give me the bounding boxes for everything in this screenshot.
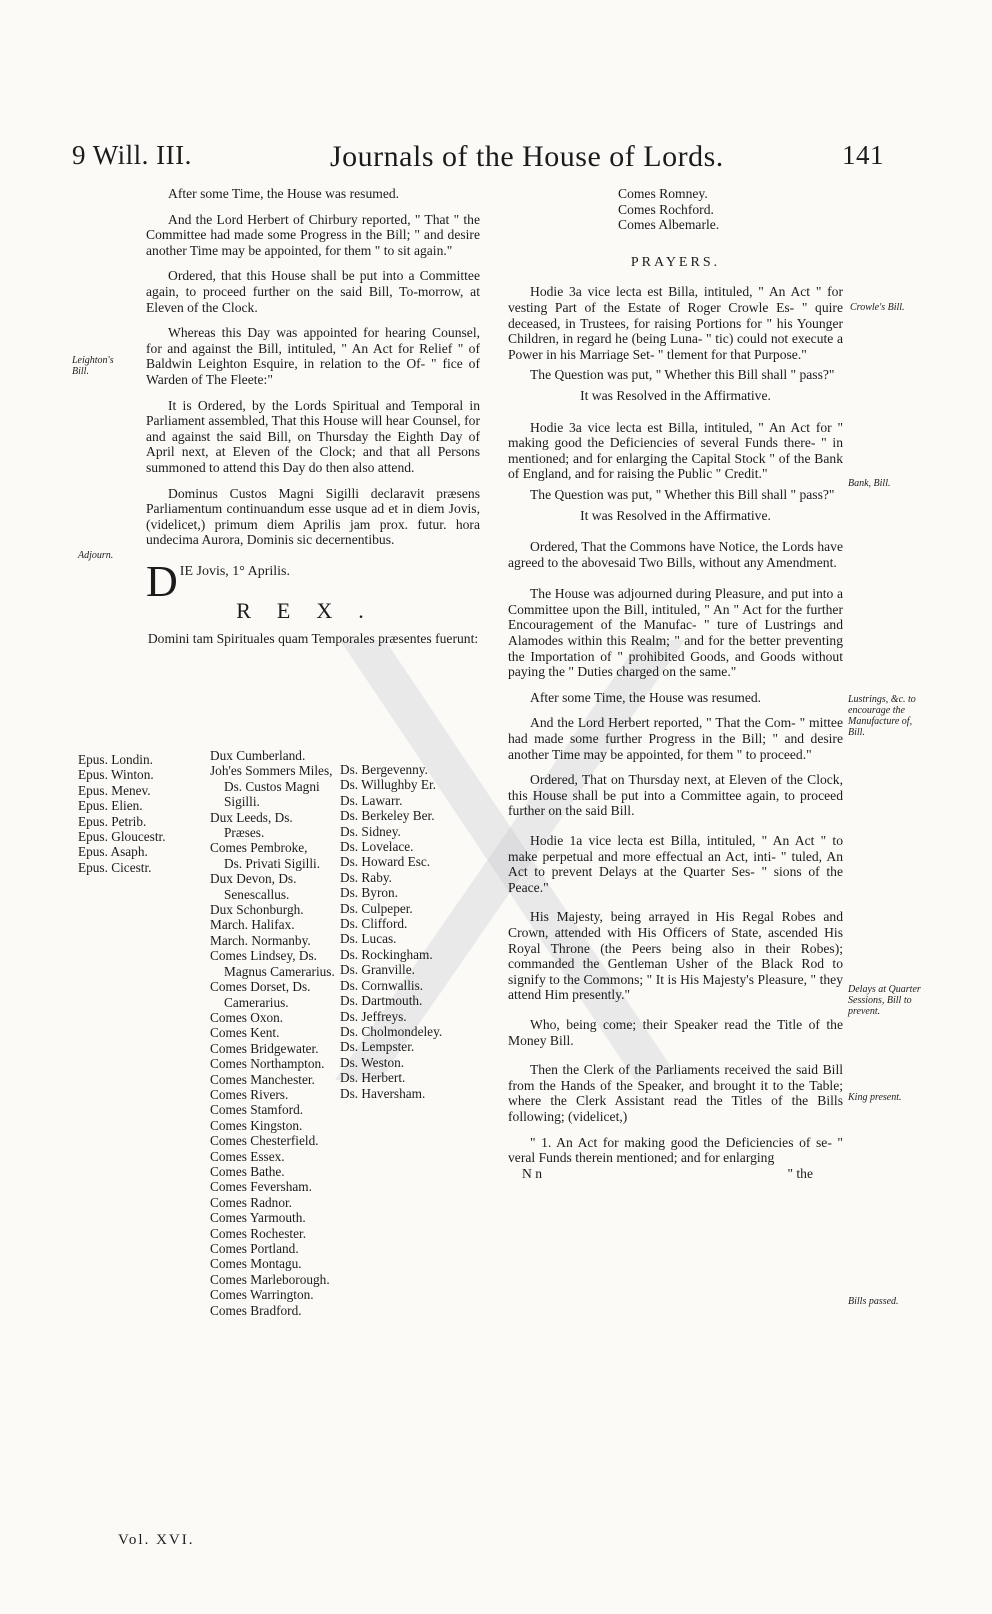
signature-mark: N n bbox=[522, 1165, 543, 1181]
list-item: Comes Yarmouth. bbox=[210, 1210, 306, 1226]
list-item: Joh'es Sommers Miles, bbox=[210, 763, 333, 779]
list-item: Ds. Weston. bbox=[340, 1054, 405, 1070]
list-item: Comes Radnor. bbox=[210, 1194, 292, 1210]
list-item: Comes Dorset, Ds. bbox=[210, 979, 311, 995]
list-item: Magnus Camerarius. bbox=[224, 963, 335, 979]
list-item: Ds. Dartmouth. bbox=[340, 993, 423, 1009]
paragraph: After some Time, the House was resumed. bbox=[530, 689, 762, 705]
list-item: Comes Rochford. bbox=[618, 201, 714, 217]
list-item: Dux Cumberland. bbox=[210, 748, 306, 763]
list-item: Ds. Lucas. bbox=[340, 931, 397, 947]
margin-note-bills: Bills passed. bbox=[848, 1296, 899, 1307]
list-item: Dux Schonburgh. bbox=[210, 902, 304, 918]
paragraph: Dominus Custos Magni Sigilli declaravit præsens Parliamentum continuandum esse usque ad et in diem Jovis, (videlicet,) primum diem Aprilis jam prox. futur. hora undecima Aurora, Dominis sic decernentibus. bbox=[146, 485, 480, 548]
list-item: Epus. Petrib. bbox=[78, 813, 147, 829]
paragraph: The House was adjourned during Pleasure, and put into a Committee upon the Bill, intituled, " An " Act for the further Encouragement of the Manufac- " ture of Lustrings and Alamodes within this Realm; " and for the better preventing the Importation of " prohibited Goods, and Goods without paying the " Duties charged on the same." bbox=[508, 586, 843, 680]
list-item: Comes Bradford. bbox=[210, 1302, 302, 1318]
paragraph: Then the Clerk of the Parliaments received the said Bill from the Hands of the Speaker, and brought it to the Table; where the Clerk Assistant read the Titles of the Bills following; (videlicet,) bbox=[508, 1062, 843, 1124]
paragraph: Ordered, That the Commons have Notice, the Lords have agreed to the abovesaid Two Bills, without any Amendment. bbox=[508, 539, 843, 570]
paragraph: Ordered, That on Thursday next, at Eleven of the Clock, this House shall be put into a Committee again, to proceed further on the said Bill. bbox=[508, 772, 843, 819]
prayers-heading: PRAYERS. bbox=[630, 254, 721, 270]
list-item: Comes Marleborough. bbox=[210, 1271, 330, 1287]
list-item: Ds. Rockingham. bbox=[340, 946, 433, 962]
list-item: Comes Lindsey, Ds. bbox=[210, 948, 317, 964]
list-item: Ds. Howard Esc. bbox=[340, 854, 431, 870]
list-item: Comes Montagu. bbox=[210, 1256, 302, 1272]
list-item: Ds. Cornwallis. bbox=[340, 977, 424, 993]
list-item: Comes Stamford. bbox=[210, 1102, 304, 1118]
list-item: Ds. Lawarr. bbox=[340, 792, 403, 808]
list-item: Ds. Cholmondeley. bbox=[340, 1023, 443, 1039]
list-item: March. Normanby. bbox=[210, 932, 311, 948]
catchword: " the bbox=[787, 1165, 813, 1181]
list-item: Comes Pembroke, bbox=[210, 840, 308, 856]
margin-note-bank: Bank, Bill. bbox=[848, 478, 891, 489]
paragraph: It was Resolved in the Affirmative. bbox=[580, 507, 771, 523]
paragraph: His Majesty, being arrayed in His Regal Robes and Crown, attended with His Officers of State, ascended His Royal Throne (the Peers being also in their Robes); commanded the Gentleman Usher of the Black Rod to signify to the Commons; " It is His Majesty's Pleasure, " they attend Him presently." bbox=[508, 909, 843, 1003]
paragraph: It is Ordered, by the Lords Spiritual and Temporal in Parliament assembled, That this House will hear Counsel, for and against the said Bill, on Thursday the Eighth Day of April next, at Eleven of the Clock; and that all Persons summoned to attend this Day do then also attend. bbox=[146, 397, 480, 475]
list-item: Epus. Asaph. bbox=[78, 844, 148, 860]
list-item: Dux Devon, Ds. bbox=[210, 871, 297, 887]
list-item: Comes Portland. bbox=[210, 1241, 299, 1256]
list-item: Ds. Lovelace. bbox=[340, 839, 414, 855]
paragraph: And the Lord Herbert reported, " That the Com- " mittee had made some further Progress in the Bill; " and desire another Time may be appointed, for them " to proceed." bbox=[508, 715, 843, 762]
list-item: Dux Leeds, Ds. bbox=[210, 809, 293, 825]
list-item: Comes Kent. bbox=[210, 1025, 280, 1041]
list-item: Præses. bbox=[224, 825, 265, 841]
list-item: Ds. Granville. bbox=[340, 962, 415, 978]
header-left: 9 Will. III. bbox=[72, 140, 192, 170]
paragraph: The Question was put, " Whether this Bill shall " pass?" bbox=[530, 367, 835, 383]
list-item: Epus. Elien. bbox=[78, 798, 143, 814]
paragraph: Ordered, that this House shall be put into a Committee again, to proceed further on the said Bill, To-morrow, at Eleven of the Clock. bbox=[146, 268, 480, 315]
left-column bbox=[146, 186, 480, 657]
paragraph: Who, being come; their Speaker read the Title of the Money Bill. bbox=[508, 1016, 843, 1048]
list-item: Comes Essex. bbox=[210, 1148, 285, 1164]
list-item: Ds. Willughby Er. bbox=[340, 777, 436, 793]
margin-note-delays: Delays at Quarter Sessions, Bill to prevent. bbox=[848, 984, 921, 1017]
margin-note-crowle: Crowle's Bill. bbox=[850, 302, 905, 313]
list-item: March. Halifax. bbox=[210, 917, 295, 933]
list-item: Comes Chesterfield. bbox=[210, 1133, 319, 1149]
date-heading bbox=[146, 556, 480, 606]
paragraph: Hodie 3a vice lecta est Billa, intituled, " An Act " for vesting Part of the Estate of Roger Crowle Es- " quire deceased, in Trustees, for raising Portions for " his Younger Children, in regard he (being Luna- " tic) could not execute a Power in his Marriage Set- " tlement for that Purpose." bbox=[508, 284, 843, 362]
barons-list bbox=[340, 762, 442, 1101]
list-item: Epus. Londin. bbox=[78, 752, 153, 767]
rex-heading: REX. bbox=[236, 598, 390, 624]
list-item: Ds. Berkeley Ber. bbox=[340, 808, 435, 824]
list-item: Ds. Lempster. bbox=[340, 1039, 415, 1055]
list-item: Sigilli. bbox=[224, 794, 260, 810]
bishops-list bbox=[78, 752, 166, 875]
list-item: Epus. Gloucestr. bbox=[78, 829, 166, 845]
list-item: Comes Bridgewater. bbox=[210, 1040, 319, 1056]
domini-heading: Domini tam Spirituales quam Temporales præsentes fuerunt: bbox=[147, 631, 479, 647]
list-item: Ds. Raby. bbox=[340, 869, 392, 885]
list-item: Ds. Clifford. bbox=[340, 916, 408, 932]
page-number: 141 bbox=[842, 140, 884, 170]
list-item: Senescallus. bbox=[224, 886, 290, 902]
paragraph: The Question was put, " Whether this Bill shall " pass?" bbox=[530, 486, 835, 502]
list-item: Ds. Bergevenny. bbox=[340, 762, 428, 777]
paragraph: After some Time, the House was resumed. bbox=[168, 186, 400, 201]
list-item: Comes Warrington. bbox=[210, 1287, 314, 1303]
paragraph: Hodie 1a vice lecta est Billa, intituled, " An Act " to make perpetual and more effectual an Act, inti- " tuled, An Act to prevent Delays at the Quarter Ses- " sions of the Peace." bbox=[508, 833, 843, 895]
paragraph: Hodie 3a vice lecta est Billa, intituled, " An Act for " making good the Deficiencies of several Funds there- " in mentioned; and for enlarging the Capital Stock " of the Bank of England, and for raising the Public " Credit." bbox=[508, 419, 843, 482]
paragraph: Whereas this Day was appointed for hearing Counsel, for and against the Bill, intituled, " An Act for Relief " of Baldwin Leighton Esquire, in relation to the Of- " fice of Warden of The Fleete:" bbox=[146, 325, 480, 387]
paragraph: It was Resolved in the Affirmative. bbox=[580, 387, 771, 403]
list-item: Comes Oxon. bbox=[210, 1009, 284, 1025]
margin-note-lustrings: Lustrings, &c. to encourage the Manufacture of, Bill. bbox=[848, 694, 916, 738]
list-item: Comes Rochester. bbox=[210, 1225, 307, 1241]
list-item: Epus. Cicestr. bbox=[78, 859, 152, 875]
list-item: Ds. Privati Sigilli. bbox=[224, 855, 321, 871]
date-text: IE Jovis, 1° Aprilis. bbox=[179, 563, 290, 579]
list-item: Comes Albemarle. bbox=[618, 217, 720, 233]
list-item: Comes Bathe. bbox=[210, 1163, 285, 1179]
list-item: Comes Romney. bbox=[618, 186, 708, 201]
list-item: Ds. Haversham. bbox=[340, 1085, 426, 1101]
margin-note-leighton: Leighton's Bill. bbox=[72, 355, 114, 377]
paragraph: " 1. An Act for making good the Deficiencies of se- " veral Funds therein mentioned; and for enlarging bbox=[508, 1134, 843, 1166]
comites-list bbox=[618, 186, 843, 233]
list-item: Epus. Menev. bbox=[78, 782, 151, 798]
list-item: Comes Rivers. bbox=[210, 1086, 289, 1102]
list-item: Ds. Sidney. bbox=[340, 823, 401, 839]
volume-footer: Vol. XVI. bbox=[118, 1532, 195, 1548]
list-item: Ds. Jeffreys. bbox=[340, 1008, 407, 1024]
list-item: Comes Kingston. bbox=[210, 1117, 303, 1133]
right-column bbox=[508, 186, 843, 1182]
margin-note-adjourn: Adjourn. bbox=[78, 550, 114, 561]
list-item: Epus. Winton. bbox=[78, 767, 154, 783]
list-item: Ds. Herbert. bbox=[340, 1070, 406, 1086]
margin-note-king: King present. bbox=[848, 1092, 902, 1103]
paragraph: And the Lord Herbert of Chirbury reported, " That " the Committee had made some Progress in the Bill; " and desire another Time may be appointed, for them " to sit again." bbox=[146, 211, 480, 258]
list-item: Comes Manchester. bbox=[210, 1071, 315, 1087]
list-item: Comes Feversham. bbox=[210, 1179, 312, 1195]
list-item: Ds. Byron. bbox=[340, 885, 398, 901]
list-item: Ds. Culpeper. bbox=[340, 900, 413, 916]
list-item: Camerarius. bbox=[224, 994, 289, 1010]
header-title: Journals of the House of Lords. bbox=[330, 140, 724, 173]
list-item: Ds. Custos Magni bbox=[224, 778, 320, 794]
catchword-row bbox=[508, 1166, 843, 1182]
dukes-earls-list bbox=[210, 748, 335, 1318]
list-item: Comes Northampton. bbox=[210, 1056, 325, 1072]
drop-cap: D bbox=[146, 556, 178, 606]
